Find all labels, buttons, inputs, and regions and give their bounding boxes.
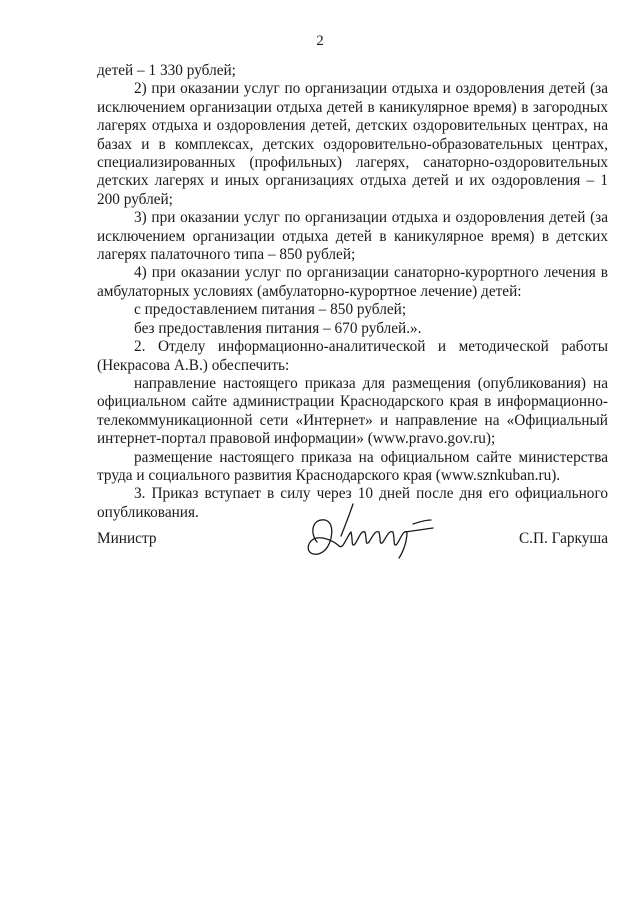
paragraph-2: 2) при оказании услуг по организации отдыха и оздоровления детей (за исключением организации отдыха детей в каникулярное время) в загородных лагерях отдыха и оздоровления детей, детских оздоровительных центрах, на базах и в комплексах, детских оздоровительно-образовательных центрах, специализированных (профильных) лагерях, санаторно-оздоровительных детских лагерях и иных организациях отдыха детей и их оздоровления – 1 200 рублей; [97,80,608,208]
paragraph-10: 3. Приказ вступает в силу через 10 дней после дня его официального опубликования. [97,485,608,521]
paragraph-3: 3) при оказании услуг по организации отдыха и оздоровления детей (за исключением организации отдыха детей в каникулярное время) в детских лагерях палаточного типа – 850 рублей; [97,209,608,264]
page-number: 2 [316,33,324,49]
paragraph-1: детей – 1 330 рублей; [97,62,236,79]
signatory-role: Министр [97,530,157,547]
paragraph-7: 2. Отделу информационно-аналитической и методической работы (Некрасова А.В.) обеспечить: [97,338,608,374]
paragraph-5: с предоставлением питания – 850 рублей; [134,301,407,319]
paragraph-9: размещение настоящего приказа на официальном сайте министерства труда и социального развития Краснодарского края (www.sznkuban.ru). [97,448,608,484]
document-body [97,62,608,522]
paragraph-8: направление настоящего приказа для размещения (опубликования) на официальном сайте администрации Краснодарского края в информационно-телекоммуникационной сети «Интернет» и направление на «Официальный интернет-портал правовой информации» (www.pravo.gov.ru); [97,374,608,448]
signature-block [97,516,608,576]
paragraph-6: без предоставления питания – 670 рублей.». [134,319,422,337]
signatory-name: С.П. Гаркуша [518,530,608,547]
paragraph-4: 4) при оказании услуг по организации санаторно-курортного лечения в амбулаторных условиях (амбулаторно-курортное лечение) детей: [97,264,608,300]
handwritten-signature [295,502,445,562]
